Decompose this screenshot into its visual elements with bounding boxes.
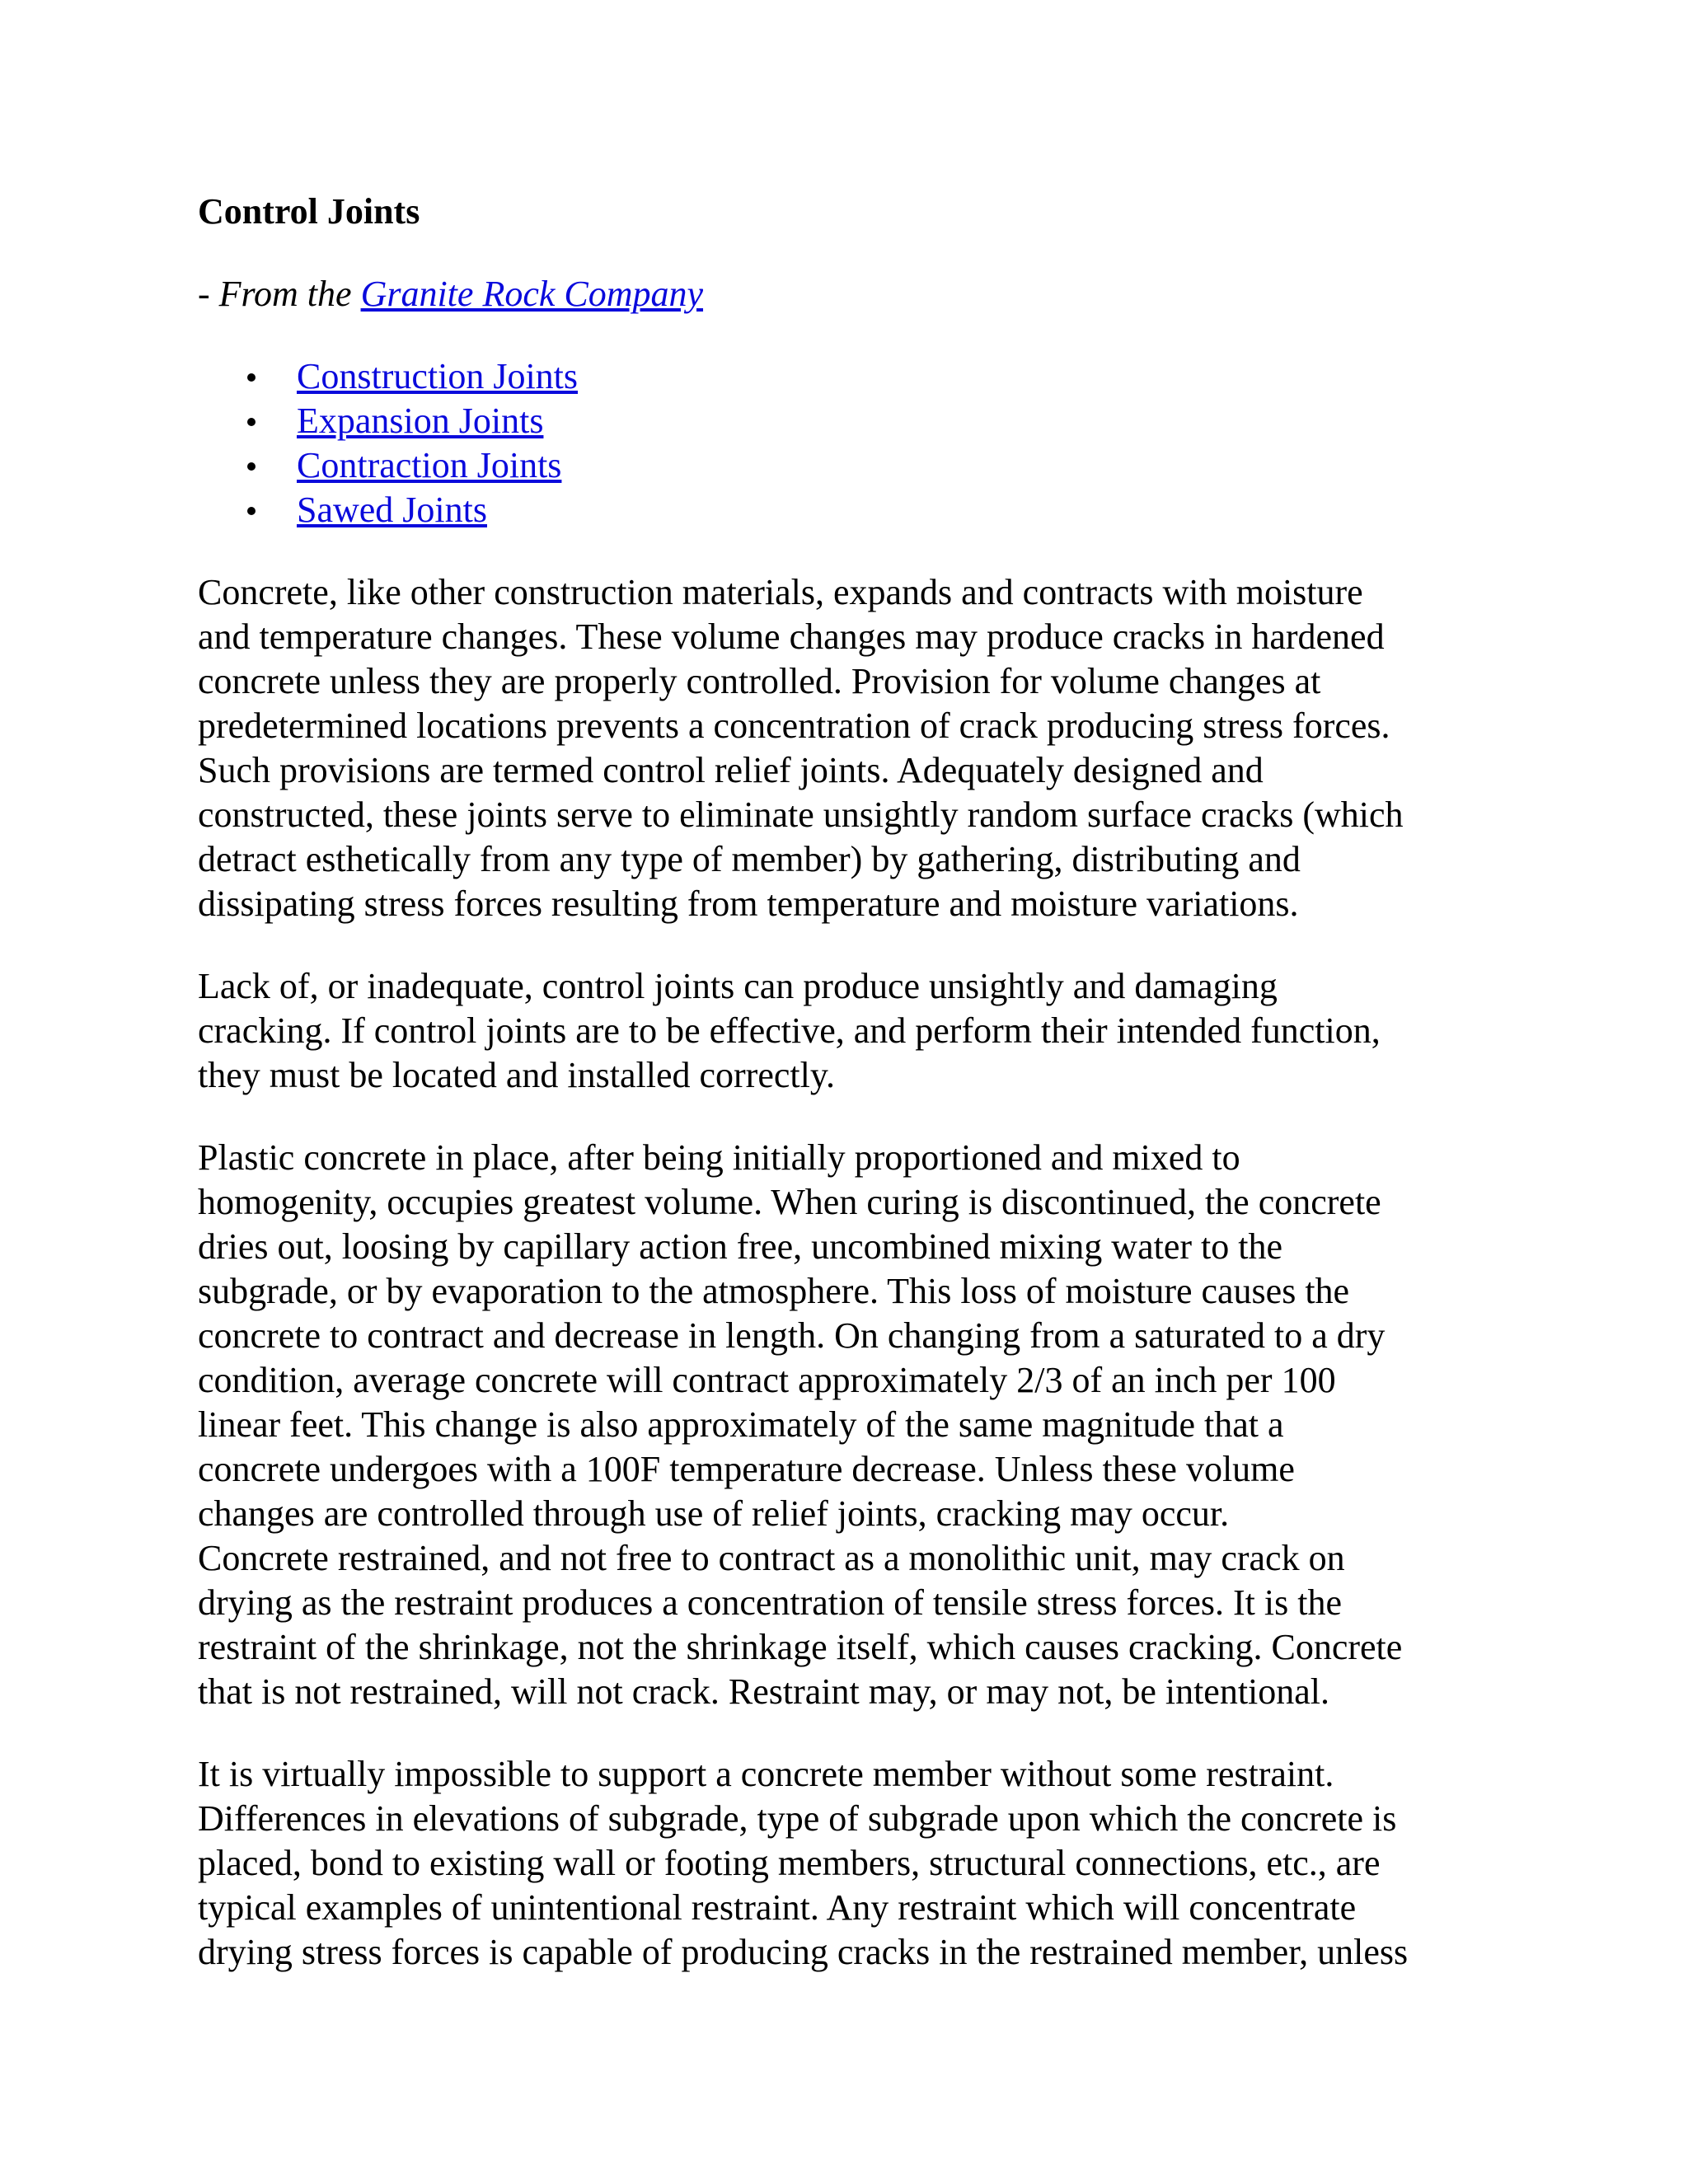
text-line: restraint of the shrinkage, not the shrinkage itself, which causes cracking. Concrete [198,1627,1403,1667]
source-attribution [198,272,1500,316]
text-line: that is not restrained, will not crack. Restraint may, or may not, be intentional. [198,1671,1330,1712]
paragraph-plastic-concrete [198,1136,1500,1714]
paragraph-restraint [198,1752,1500,1975]
text-line: Such provisions are termed control relief joints. Adequately designed and [198,750,1264,790]
text-line: predetermined locations prevents a concentration of crack producing stress forces. [198,705,1390,746]
source-prefix: - From the [198,274,361,314]
list-item [198,443,1500,488]
list-item [198,399,1500,443]
text-line: constructed, these joints serve to eliminate unsightly random surface cracks (which [198,794,1404,835]
text-line: placed, bond to existing wall or footing members, structural connections, etc., are [198,1843,1381,1883]
text-line: subgrade, or by evaporation to the atmosphere. This loss of moisture causes the [198,1271,1350,1311]
joint-types-list [198,354,1500,532]
text-line: drying stress forces is capable of producing cracks in the restrained member, unless [198,1932,1409,1972]
bullet-icon [247,462,256,471]
text-line: detract esthetically from any type of member) by gathering, distributing and [198,839,1301,879]
document-page [198,190,1500,2013]
text-line: they must be located and installed correctly. [198,1055,835,1095]
bullet-icon [247,373,256,382]
text-line: cracking. If control joints are to be effective, and perform their intended function, [198,1010,1381,1051]
text-line: changes are controlled through use of relief joints, cracking may occur. [198,1493,1230,1534]
bullet-icon [247,418,256,426]
text-line: Concrete restrained, and not free to contract as a monolithic unit, may crack on [198,1538,1345,1578]
text-line: condition, average concrete will contract approximately 2/3 of an inch per 100 [198,1360,1336,1400]
expansion-joints-link[interactable]: Expansion Joints [297,401,544,441]
text-line: homogenity, occupies greatest volume. When curing is discontinued, the concrete [198,1182,1381,1222]
text-line: Differences in elevations of subgrade, type of subgrade upon which the concrete is [198,1798,1397,1839]
text-line: Concrete, like other construction materials, expands and contracts with moisture [198,572,1363,612]
text-line: and temperature changes. These volume changes may produce cracks in hardened [198,616,1385,657]
page-title: Control Joints [198,191,420,232]
paragraph-inadequate-joints [198,964,1500,1098]
sawed-joints-link[interactable]: Sawed Joints [297,490,487,530]
construction-joints-link[interactable]: Construction Joints [297,356,579,396]
text-line: typical examples of unintentional restraint. Any restraint which will concentrate [198,1887,1357,1928]
text-line: dissipating stress forces resulting from temperature and moisture variations. [198,883,1299,924]
text-line: concrete unless they are properly controlled. Provision for volume changes at [198,661,1321,701]
text-line: linear feet. This change is also approximately of the same magnitude that a [198,1404,1284,1445]
text-line: dries out, loosing by capillary action free, uncombined mixing water to the [198,1226,1282,1267]
text-line: concrete to contract and decrease in length. On changing from a saturated to a dry [198,1315,1386,1356]
text-line: concrete undergoes with a 100F temperature decrease. Unless these volume [198,1449,1295,1489]
text-line: Lack of, or inadequate, control joints can produce unsightly and damaging [198,966,1278,1006]
text-line: drying as the restraint produces a concentration of tensile stress forces. It is the [198,1582,1342,1623]
paragraph-volume-changes [198,570,1500,926]
list-item [198,354,1500,399]
text-line: It is virtually impossible to support a concrete member without some restraint. [198,1754,1334,1794]
bullet-icon [247,507,256,515]
granite-rock-company-link[interactable]: Granite Rock Company [360,274,704,314]
contraction-joints-link[interactable]: Contraction Joints [297,445,562,485]
list-item [198,488,1500,532]
text-line: Plastic concrete in place, after being initially proportioned and mixed to [198,1137,1240,1178]
